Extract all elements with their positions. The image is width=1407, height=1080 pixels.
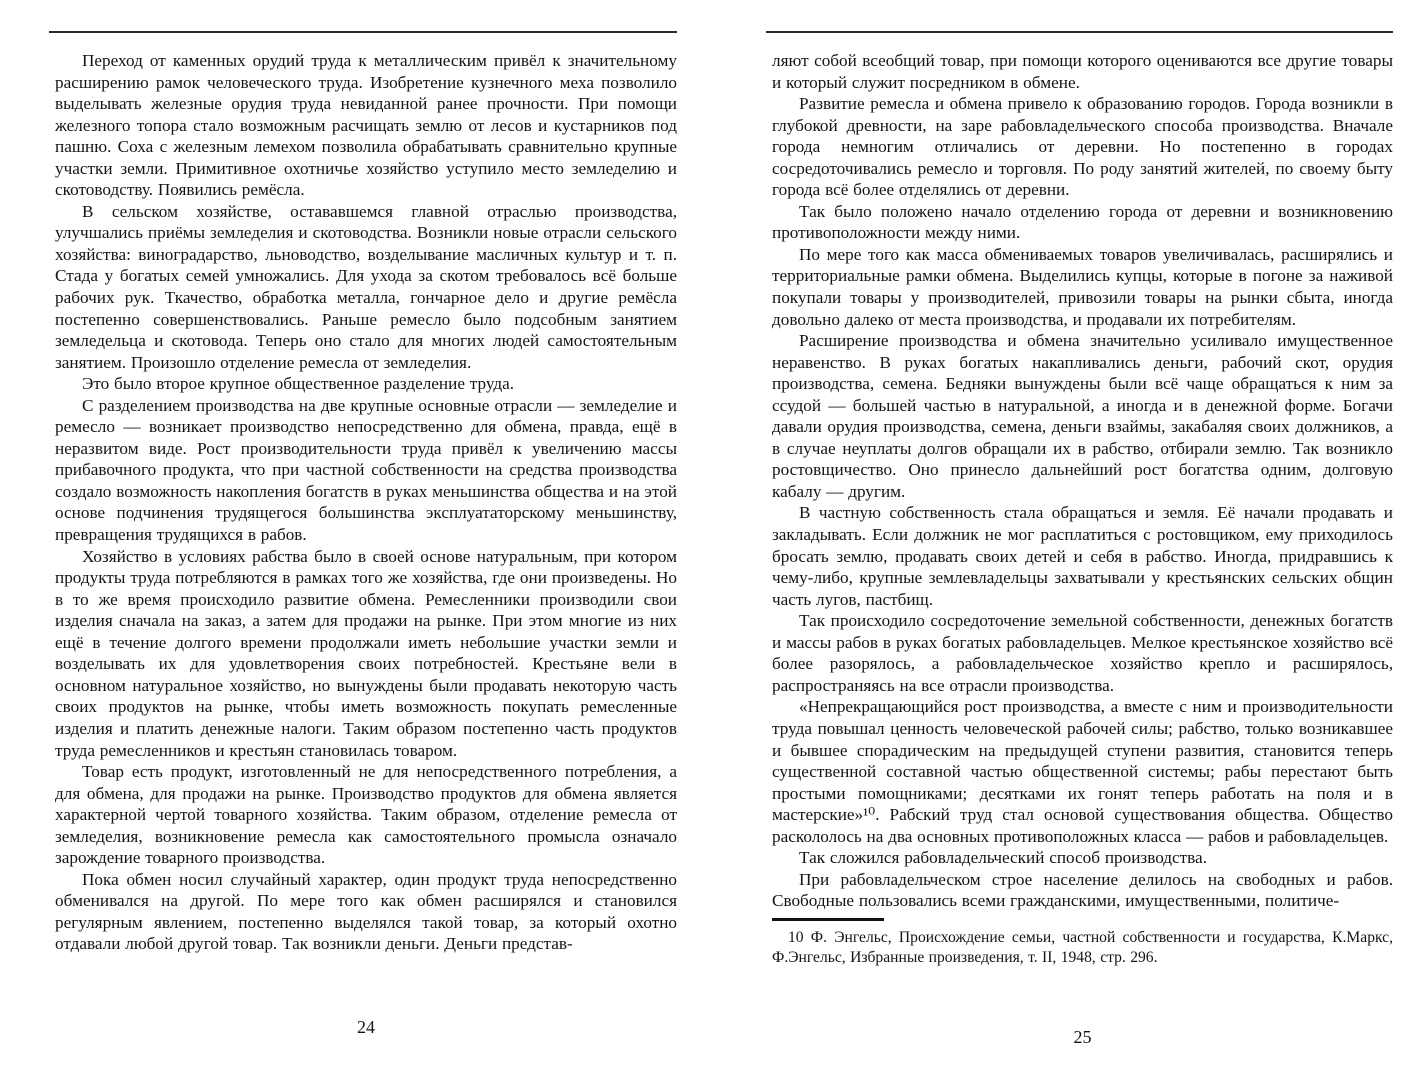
paragraph: Переход от каменных орудий труда к металлическим привёл к значительному расширению рамок человеческого труда. Изобретение кузнечного меха позволило выделывать железные орудия труда невиданной ранее прочности. При помощи железного топора стало возможным расчищать землю от лесов и кустарников под пашню. Соха с железным лемехом позволила обрабатывать сравнительно крупные участки земли. Примитивное охотничье хозяйство уступило место земледелию и скотоводству. Появились ремёсла. — [55, 51, 677, 200]
right-page-number: 25 — [1073, 1027, 1092, 1047]
paragraph: Развитие ремесла и обмена привело к образованию городов. Города возникли в глубокой древности, на заре рабовладельческого способа производства. Вначале города немногим отличались от деревни. Но постепенно в городах сосредоточивались ремесло и торговля. По роду занятий жителей, по своему быту города всё более отделялись от деревни. — [772, 94, 1393, 200]
paragraph: С разделением производства на две крупные основные отрасли — земледелие и ремесло — возникает производство непосредственно для обмена, правда, ещё в неразвитом виде. Рост производительности труда привёл к увеличению массы прибавочного продукта, что при частной собственности на средства производства создало возможность накопления богатств в руках меньшинства общества и на этой основе подчинения трудящегося большинства эксплуататорскому меньшинству, превращения трудящихся в рабов. — [55, 395, 677, 545]
paragraph: Товар есть продукт, изготовленный не для непосредственного потребления, а для обмена, для продажи на рынке. Производство продуктов для обмена является характерной чертой товарного хозяйства. Таким образом, отделение ремесла от земледелия, возникновение ремесла как самостоятельного промысла означало зарождение товарного производства. — [55, 762, 677, 868]
paragraph: В сельском хозяйстве, остававшемся главной отраслью производства, улучшались приёмы земледелия и скотоводства. Возникли новые отрасли сельского хозяйства: виноградарство, льноводство, возделывание масличных культур и т. п. Стада у богатых семей умножались. Для ухода за скотом требовалось всё больше рабочих рук. Ткачество, обработка металла, гончарное дело и другие ремёсла постепенно совершенствовались. Раньше ремесло было подсобным занятием земледельца и скотовода. Теперь оно стало для многих людей самостоятельным занятием. Произошло отделение ремесла от земледелия. — [55, 201, 677, 372]
footnote-separator-rule — [772, 918, 884, 921]
right-page — [772, 0, 1393, 1080]
paragraph: Пока обмен носил случайный характер, один продукт труда непосредственно обменивался на другой. По мере того как обмен расширялся и становился регулярным явлением, постепенно выделялся такой товар, за который охотно отдавали любой другой товар. Так возникли деньги. Деньги представ- — [55, 869, 677, 954]
paragraph: ляют собой всеобщий товар, при помощи которого оцениваются все другие товары и который служит посредником в обмене. — [772, 51, 1393, 92]
left-page-text — [55, 50, 677, 955]
paragraph: При рабовладельческом строе население делилось на свободных и рабов. Свободные пользовались всеми гражданскими, имущественными, политиче- — [772, 869, 1393, 911]
left-page-top-rule — [49, 31, 677, 33]
paragraph: Это было второе крупное общественное разделение труда. — [82, 374, 515, 394]
paragraph: В частную собственность стала обращаться и земля. Её начали продавать и закладывать. Если должник не мог расплатиться с ростовщиком, ему приходилось бросать землю, продавать своих детей и себя в рабство. Иногда, придравшись к чему-либо, крупные землевладельцы захватывали у крестьянских сельских общин часть лугов, пастбищ. — [772, 503, 1393, 609]
paragraph: Так сложился рабовладельческий способ производства. — [799, 848, 1207, 868]
paragraph: Так происходило сосредоточение земельной собственности, денежных богатств и массы рабов в руках богатых рабовладельцев. Мелкое крестьянское хозяйство всё более разорялось, а рабовладельческое хозяйство крепло и расширялось, распространяясь на все отрасли производства. — [772, 611, 1393, 695]
left-page-number: 24 — [357, 1017, 375, 1037]
right-page-text — [772, 50, 1393, 969]
footnote-block — [772, 918, 1393, 969]
paragraph: Так было положено начало отделению города от деревни и возникновению противоположности между ними. — [772, 201, 1393, 243]
footnote: 10 Ф. Энгельс, Происхождение семьи, частной собственности и государства, К.Маркс, Ф.Энгельс, Избранные произведения, т. II, 1948, стр. 296. — [772, 928, 1393, 967]
paragraph: Хозяйство в условиях рабства было в своей основе натуральным, при котором продукты труда потребляются в рамках того же хозяйства, где они произведены. Но в то же время происходило развитие обмена. Ремесленники производили свои изделия сначала на заказ, а затем для продажи на рынке. При этом многие из них ещё в течение долгого времени продолжали иметь небольшие участки земли и возделывать их для удовлетворения своих потребностей. Крестьяне вели в основном натуральное хозяйство, но вынуждены были продавать некоторую часть своих продуктов на рынке, чтобы иметь возможность покупать ремесленные изделия и платить денежные налоги. Таким образом постепенно часть продуктов труда ремесленников и крестьян становилась товаром. — [55, 546, 677, 760]
left-page — [55, 0, 677, 1080]
right-page-top-rule — [766, 31, 1393, 33]
paragraph: «Непрекращающийся рост производства, а вместе с ним и производительности труда повышал ценность человеческой рабочей силы; рабство, только возникавшее и бывшее спорадическим на предыдущей ступени развития, становится теперь существенной составной частью общественной системы; рабы перестают быть простыми помощниками; десятками их гонят теперь работать на поля и в мастерские»¹⁰. Рабский труд стал основой существования общества. Общество раскололось на два основных противоположных класса — рабов и рабовладельцев. — [772, 697, 1393, 846]
paragraph: Расширение производства и обмена значительно усиливало имущественное неравенство. В руках богатых накапливались деньги, рабочий скот, орудия производства, семена. Бедняки вынуждены были всё чаще обращаться к ним за ссудой — большей частью в натуральной, а иногда и в денежной форме. Богачи давали орудия производства, семена, деньги взаймы, закабаляя своих должников, а в случае неуплаты долгов обращали их в рабство, отбирали землю. Так возникло ростовщичество. Оно принесло дальнейший рост богатства одним, долговую кабалу — другим. — [772, 331, 1393, 501]
paragraph: По мере того как масса обмениваемых товаров увеличивалась, расширялись и территориальные рамки обмена. Выделились купцы, которые в погоне за наживой покупали товары у производителей, привозили товары на рынки сбыта, иногда довольно далеко от места производства, и продавали их потребителям. — [772, 244, 1393, 329]
right-page-paragraphs — [772, 50, 1393, 912]
